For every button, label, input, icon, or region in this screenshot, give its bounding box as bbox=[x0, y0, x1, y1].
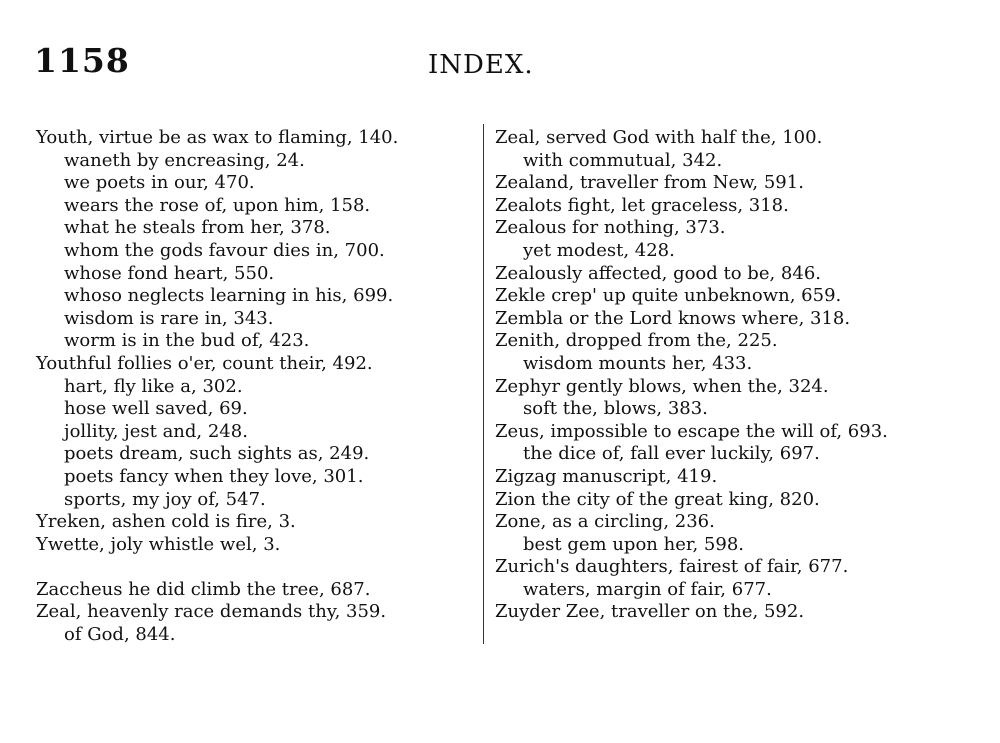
index-subentry: with commutual, 342. bbox=[523, 149, 723, 171]
index-column-right bbox=[495, 127, 945, 624]
index-entry: Zeal, heavenly race demands thy, 359. bbox=[36, 601, 387, 623]
index-subentry: soft the, blows, 383. bbox=[523, 398, 708, 420]
index-entry: Zeal, served God with half the, 100. bbox=[495, 127, 823, 148]
index-column-left bbox=[36, 127, 476, 647]
index-entry: Zembla or the Lord knows where, 318. bbox=[495, 307, 851, 329]
index-subentry: we poets in our, 470. bbox=[64, 172, 255, 194]
index-subentry: sports, my joy of, 547. bbox=[64, 488, 266, 510]
index-subentry: the dice of, fall ever luckily, 697. bbox=[523, 443, 820, 465]
index-entry: Youth, virtue be as wax to flaming, 140. bbox=[36, 127, 399, 148]
index-subentry: whom the gods favour dies in, 700. bbox=[64, 239, 385, 261]
index-subentry: whoso neglects learning in his, 699. bbox=[64, 285, 394, 307]
index-subentry: waneth by encreasing, 24. bbox=[64, 149, 305, 171]
index-subentry: worm is in the bud of, 423. bbox=[64, 330, 310, 352]
index-entry: Zealous for nothing, 373. bbox=[495, 217, 726, 239]
index-entry: Yreken, ashen cold is fire, 3. bbox=[36, 511, 296, 533]
index-entry: Youthful follies o'er, count their, 492. bbox=[36, 352, 373, 374]
index-subentry: what he steals from her, 378. bbox=[64, 217, 331, 239]
index-entry: Zigzag manuscript, 419. bbox=[495, 465, 718, 487]
index-entry: Zone, as a circling, 236. bbox=[495, 511, 715, 533]
section-spacer bbox=[36, 556, 476, 579]
index-entry: Zealand, traveller from New, 591. bbox=[495, 172, 804, 194]
index-subentry: wisdom mounts her, 433. bbox=[523, 352, 753, 374]
index-subentry: wisdom is rare in, 343. bbox=[64, 307, 274, 329]
index-entry: Zuyder Zee, traveller on the, 592. bbox=[495, 601, 805, 623]
index-subentry: hose well saved, 69. bbox=[64, 398, 248, 420]
page-title: INDEX. bbox=[428, 50, 534, 80]
index-entry: Ywette, joly whistle wel, 3. bbox=[36, 533, 281, 555]
index-subentry: best gem upon her, 598. bbox=[523, 533, 744, 555]
index-entry: Zealously affected, good to be, 846. bbox=[495, 262, 821, 284]
index-subentry: waters, margin of fair, 677. bbox=[523, 578, 772, 600]
column-divider bbox=[483, 124, 484, 644]
index-subentry: of God, 844. bbox=[64, 624, 176, 646]
index-entry: Zealots fight, let graceless, 318. bbox=[495, 194, 789, 216]
index-entry: Zekle crep' up quite unbeknown, 659. bbox=[495, 285, 842, 307]
index-entry: Zephyr gently blows, when the, 324. bbox=[495, 375, 829, 397]
index-entry: Zenith, dropped from the, 225. bbox=[495, 330, 778, 352]
index-subentry: poets dream, such sights as, 249. bbox=[64, 443, 370, 465]
index-subentry: hart, fly like a, 302. bbox=[64, 375, 243, 397]
index-entry: Zaccheus he did climb the tree, 687. bbox=[36, 578, 371, 600]
index-subentry: poets fancy when they love, 301. bbox=[64, 465, 364, 487]
index-subentry: whose fond heart, 550. bbox=[64, 262, 275, 284]
index-entry: Zion the city of the great king, 820. bbox=[495, 488, 820, 510]
index-entry: Zurich's daughters, fairest of fair, 677. bbox=[495, 556, 849, 578]
index-subentry: yet modest, 428. bbox=[523, 239, 675, 261]
index-entry: Zeus, impossible to escape the will of, 693. bbox=[495, 420, 888, 442]
index-subentry: jollity, jest and, 248. bbox=[64, 420, 248, 442]
page-number: 1158 bbox=[34, 41, 130, 80]
index-subentry: wears the rose of, upon him, 158. bbox=[64, 194, 371, 216]
